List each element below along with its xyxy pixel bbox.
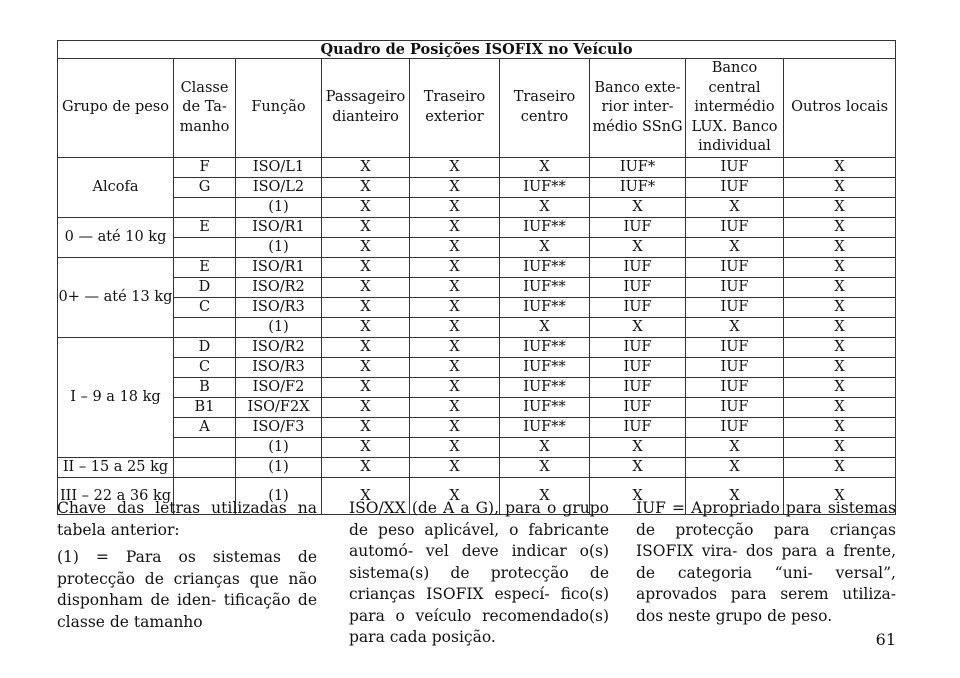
isofix-table <box>57 40 896 515</box>
table-cell: C <box>174 357 236 377</box>
table-cell: X <box>322 317 410 337</box>
table-row <box>58 237 896 257</box>
text-column-1 <box>57 498 317 639</box>
table-cell: (1) <box>236 477 322 514</box>
table-header-row <box>58 59 896 158</box>
column-header: Traseiro exterior <box>410 59 500 158</box>
table-cell: X <box>784 337 896 357</box>
table-cell: IUF <box>686 397 784 417</box>
table-cell: X <box>410 437 500 457</box>
table-cell: X <box>500 477 590 514</box>
table-cell: X <box>410 457 500 477</box>
table-row <box>58 197 896 217</box>
weight-group-cell: I – 9 a 18 kg <box>58 337 174 457</box>
table-cell: X <box>784 377 896 397</box>
table-cell: IUF** <box>500 337 590 357</box>
key-note-1: (1) = Para os sistemas de protecção de crianças que não disponham de iden- tificação de classe de tamanho <box>57 548 317 631</box>
table-row <box>58 337 896 357</box>
key-note-iuf: IUF = Apropriado para sistemas de protecção para crianças ISOFIX vira- dos para a frente, de categoria “uni- versal”, aprovados para serem utiliza- dos neste grupo de peso. <box>636 499 896 625</box>
table-cell: ISO/F2X <box>236 397 322 417</box>
table-row <box>58 377 896 397</box>
table-row <box>58 397 896 417</box>
column-header: Passageiro dianteiro <box>322 59 410 158</box>
table-cell: A <box>174 417 236 437</box>
table-cell: X <box>322 177 410 197</box>
key-intro: Chave das letras utilizadas na tabela anterior: <box>57 499 317 539</box>
column-header: Função <box>236 59 322 158</box>
table-cell: X <box>410 257 500 277</box>
table-cell: X <box>410 237 500 257</box>
table-cell: IUF** <box>500 177 590 197</box>
weight-group-cell: II – 15 a 25 kg <box>58 457 174 477</box>
table-cell: X <box>410 477 500 514</box>
text-column-2 <box>349 498 609 655</box>
table-row <box>58 257 896 277</box>
table-title: Quadro de Posições ISOFIX no Veículo <box>58 41 896 59</box>
table-cell: IUF <box>590 397 686 417</box>
table-cell: D <box>174 337 236 357</box>
table-cell: (1) <box>236 437 322 457</box>
table-cell: X <box>500 437 590 457</box>
table-cell: X <box>322 157 410 177</box>
table-row <box>58 277 896 297</box>
table-cell: X <box>410 157 500 177</box>
table-cell: X <box>590 197 686 217</box>
table-cell: X <box>410 377 500 397</box>
table-cell: IUF** <box>500 297 590 317</box>
table-cell: X <box>322 277 410 297</box>
table-cell: X <box>784 477 896 514</box>
table-cell: B1 <box>174 397 236 417</box>
weight-group-cell: 0 — até 10 kg <box>58 217 174 257</box>
table-cell: X <box>410 177 500 197</box>
table-cell: IUF <box>686 277 784 297</box>
table-cell: IUF <box>590 297 686 317</box>
table-cell: X <box>686 317 784 337</box>
table-row <box>58 457 896 477</box>
table-cell: X <box>322 237 410 257</box>
table-row <box>58 177 896 197</box>
table-cell: E <box>174 257 236 277</box>
table-cell: X <box>590 437 686 457</box>
table-cell: G <box>174 177 236 197</box>
table-row <box>58 157 896 177</box>
column-header: Traseiro centro <box>500 59 590 158</box>
column-header: Banco central intermédio LUX. Banco individual <box>686 59 784 158</box>
table-cell: ISO/F3 <box>236 417 322 437</box>
table-cell: X <box>784 417 896 437</box>
table-cell: X <box>784 157 896 177</box>
table-cell: X <box>784 457 896 477</box>
table-cell: X <box>500 457 590 477</box>
table-cell: IUF <box>686 297 784 317</box>
table-cell: IUF <box>590 217 686 237</box>
table-cell: ISO/L2 <box>236 177 322 197</box>
table-cell: (1) <box>236 457 322 477</box>
table-cell: IUF <box>590 357 686 377</box>
table-cell: ISO/R3 <box>236 357 322 377</box>
table-cell: IUF** <box>500 357 590 377</box>
table-cell: X <box>686 437 784 457</box>
table-cell: X <box>322 357 410 377</box>
table-cell: X <box>410 397 500 417</box>
table-cell: IUF** <box>500 217 590 237</box>
table-cell: X <box>784 177 896 197</box>
table-cell: IUF <box>686 217 784 237</box>
table-cell: X <box>322 217 410 237</box>
table-cell: IUF <box>590 337 686 357</box>
table-cell: X <box>322 437 410 457</box>
table-cell: IUF <box>590 377 686 397</box>
table-cell: X <box>322 457 410 477</box>
table-cell: X <box>686 197 784 217</box>
table-cell: X <box>322 337 410 357</box>
table-cell: X <box>410 217 500 237</box>
table-cell: IUF <box>590 257 686 277</box>
table-cell <box>174 317 236 337</box>
table-cell: E <box>174 217 236 237</box>
table-cell: IUF <box>686 257 784 277</box>
table-cell: B <box>174 377 236 397</box>
table-cell: X <box>590 317 686 337</box>
table-cell: X <box>410 317 500 337</box>
table-cell: X <box>322 417 410 437</box>
table-cell: IUF* <box>590 157 686 177</box>
table-cell: X <box>500 317 590 337</box>
table-cell: X <box>686 237 784 257</box>
column-header: Banco exte- rior inter- médio SSnG <box>590 59 686 158</box>
table-cell: X <box>322 257 410 277</box>
weight-group-cell: 0+ — até 13 kg <box>58 257 174 337</box>
table-cell: C <box>174 297 236 317</box>
table-row <box>58 317 896 337</box>
table-cell: X <box>322 477 410 514</box>
page-number: 61 <box>875 630 896 649</box>
table-row <box>58 217 896 237</box>
table-cell: X <box>784 257 896 277</box>
table-cell: X <box>686 457 784 477</box>
table-row <box>58 297 896 317</box>
table-cell: IUF** <box>500 377 590 397</box>
table-cell: X <box>784 277 896 297</box>
table-cell: X <box>410 277 500 297</box>
table-cell <box>174 457 236 477</box>
table-cell: X <box>500 237 590 257</box>
table-cell: X <box>784 357 896 377</box>
table-cell: X <box>322 397 410 417</box>
table-cell: IUF** <box>500 277 590 297</box>
table-cell <box>174 197 236 217</box>
table-cell: X <box>590 457 686 477</box>
table-cell: X <box>784 197 896 217</box>
table-cell: X <box>686 477 784 514</box>
table-cell: ISO/R1 <box>236 257 322 277</box>
table-cell: IUF <box>686 177 784 197</box>
table-cell: ISO/R3 <box>236 297 322 317</box>
table-cell: F <box>174 157 236 177</box>
table-cell: X <box>784 237 896 257</box>
table-row <box>58 437 896 457</box>
table-cell: IUF* <box>590 177 686 197</box>
column-header: Classe de Ta- manho <box>174 59 236 158</box>
table-cell: X <box>322 297 410 317</box>
table-cell: IUF** <box>500 257 590 277</box>
table-cell: X <box>500 157 590 177</box>
column-header: Outros locais <box>784 59 896 158</box>
table-cell: ISO/L1 <box>236 157 322 177</box>
table-cell: X <box>784 217 896 237</box>
table-cell: IUF <box>686 377 784 397</box>
table-cell: D <box>174 277 236 297</box>
table-cell: X <box>784 317 896 337</box>
table-cell: X <box>410 357 500 377</box>
table-cell: X <box>322 377 410 397</box>
table-cell: ISO/R1 <box>236 217 322 237</box>
table-body <box>58 157 896 514</box>
table-cell: ISO/R2 <box>236 277 322 297</box>
table-cell: (1) <box>236 237 322 257</box>
key-note-1-cont: ISO/XX (de A a G), para o grupo de peso aplicável, o fabricante automó- vel deve indicar o(s) sistema(s) de protecção de crianças ISOFIX especí- fico(s) para o veículo recomendado(s) para cada posição. <box>349 499 609 646</box>
table-cell: IUF <box>686 357 784 377</box>
table-cell: X <box>410 337 500 357</box>
table-cell: X <box>784 397 896 417</box>
table-cell <box>174 437 236 457</box>
table-cell: X <box>590 237 686 257</box>
table-cell: X <box>410 197 500 217</box>
table-cell: IUF** <box>500 397 590 417</box>
table-cell: X <box>784 297 896 317</box>
table-cell: X <box>410 297 500 317</box>
text-column-3 <box>636 498 896 633</box>
column-header: Grupo de peso <box>58 59 174 158</box>
table-cell: X <box>410 417 500 437</box>
table-row <box>58 417 896 437</box>
table-cell: (1) <box>236 197 322 217</box>
table-cell: IUF** <box>500 417 590 437</box>
table-cell: X <box>590 477 686 514</box>
table-cell: ISO/F2 <box>236 377 322 397</box>
table-cell: IUF <box>590 417 686 437</box>
table-cell: IUF <box>590 277 686 297</box>
table-cell: IUF <box>686 157 784 177</box>
weight-group-cell: III – 22 a 36 kg <box>58 477 174 514</box>
table-cell: (1) <box>236 317 322 337</box>
table-cell: X <box>322 197 410 217</box>
table-cell: X <box>500 197 590 217</box>
table-cell: X <box>784 437 896 457</box>
table-cell: IUF <box>686 417 784 437</box>
table-cell: IUF <box>686 337 784 357</box>
table-cell <box>174 237 236 257</box>
weight-group-cell: Alcofa <box>58 157 174 217</box>
table-cell: ISO/R2 <box>236 337 322 357</box>
table-row <box>58 357 896 377</box>
